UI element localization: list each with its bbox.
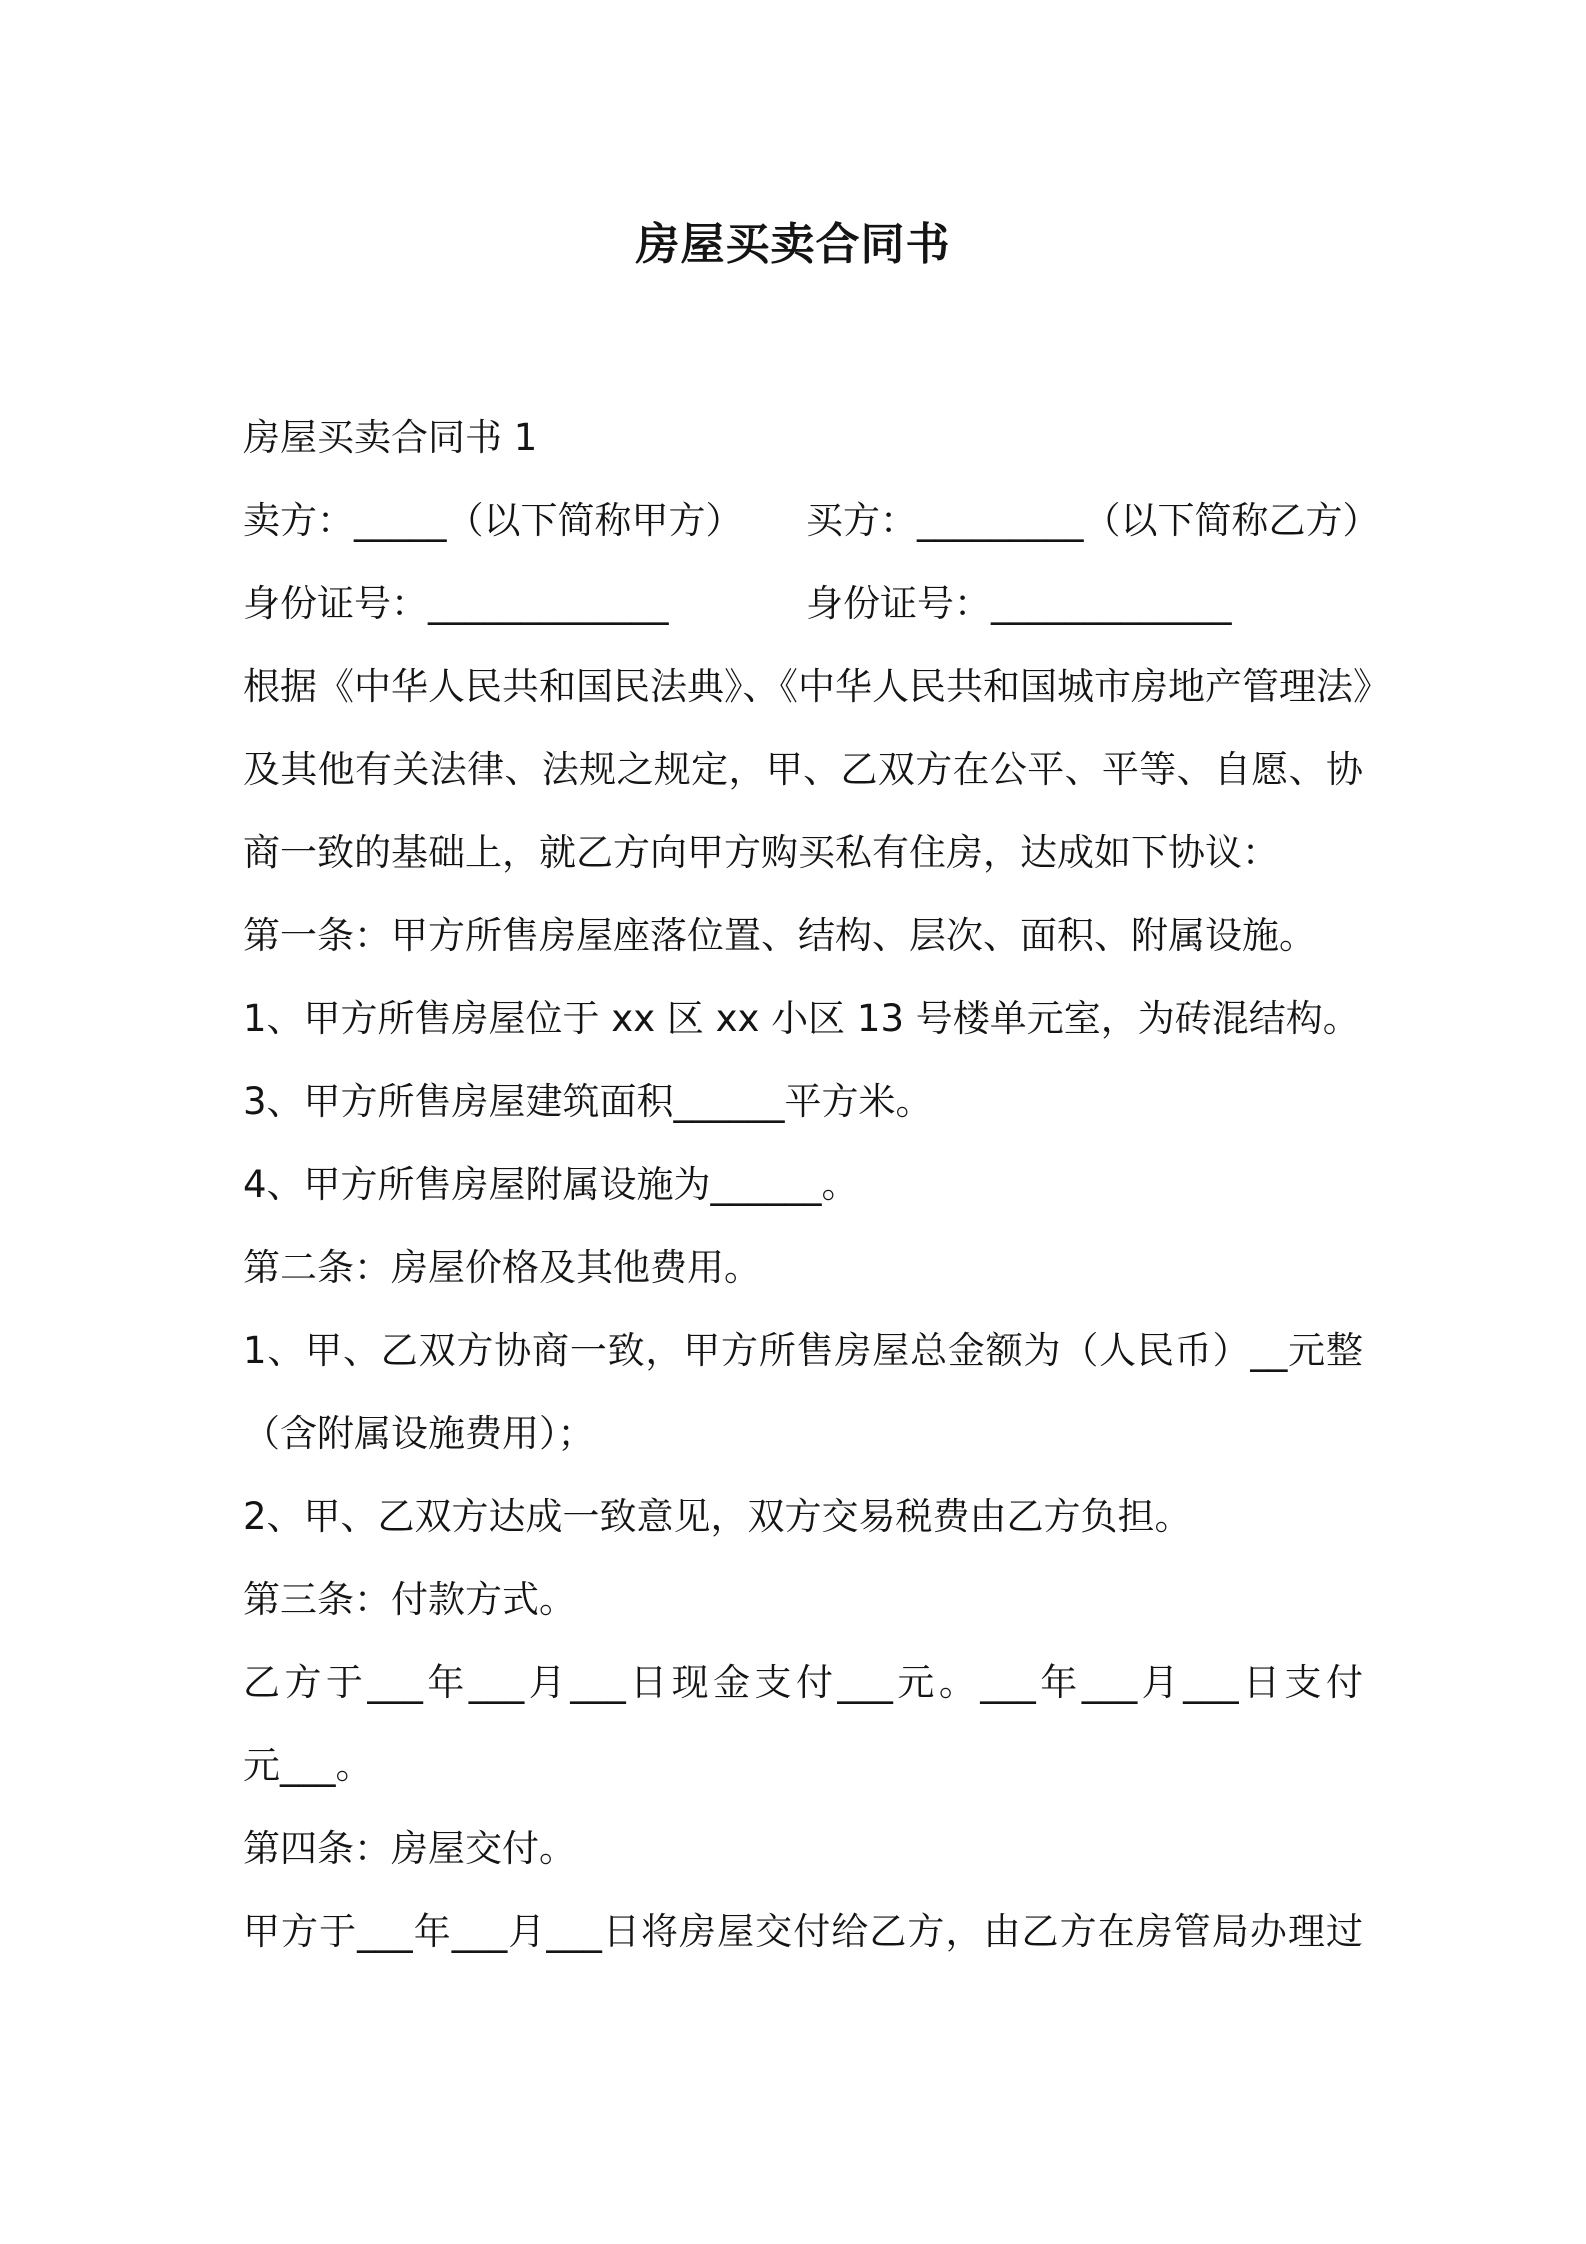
preamble-line-3: 商一致的基础上，就乙方向甲方购买私有住房，达成如下协议：	[243, 831, 1279, 874]
article3-body-line2: 元___。	[243, 1744, 373, 1787]
article3-body-line1: 乙方于___年___月___日现金支付___元。___年___月___日支付	[243, 1661, 1363, 1704]
preamble-line-2: 及其他有关法律、法规之规定，甲、乙双方在公平、平等、自愿、协	[243, 748, 1363, 791]
article3-heading: 第三条：付款方式。	[243, 1578, 576, 1621]
buyer-line: 买方：_________（以下简称乙方）	[806, 499, 1380, 542]
document-title: 房屋买卖合同书	[635, 219, 951, 270]
article1-item4: 4、甲方所售房屋附属设施为______。	[243, 1163, 859, 1206]
article4-body: 甲方于___年___月___日将房屋交付给乙方，由乙方在房管局办理过	[243, 1910, 1363, 1953]
document-subtitle: 房屋买卖合同书 1	[243, 416, 538, 459]
seller-line: 卖方：_____（以下简称甲方）	[243, 499, 743, 542]
article1-item1: 1、甲方所售房屋位于 xx 区 xx 小区 13 号楼单元室，为砖混结构。	[243, 997, 1360, 1040]
article4-heading: 第四条：房屋交付。	[243, 1827, 576, 1870]
article2-item1-line2: （含附属设施费用）；	[243, 1412, 595, 1455]
article1-item3: 3、甲方所售房屋建筑面积______平方米。	[243, 1080, 933, 1123]
seller-id-line: 身份证号：_____________	[243, 582, 669, 625]
article2-item2: 2、甲、乙双方达成一致意见，双方交易税费由乙方负担。	[243, 1495, 1192, 1538]
preamble-line-1: 根据《中华人民共和国民法典》、《中华人民共和国城市房地产管理法》	[243, 665, 1390, 708]
article1-heading: 第一条：甲方所售房屋座落位置、结构、层次、面积、附属设施。	[243, 914, 1316, 957]
article2-item1-line1: 1、甲、乙双方协商一致，甲方所售房屋总金额为（人民币）__元整	[243, 1329, 1363, 1372]
article2-heading: 第二条：房屋价格及其他费用。	[243, 1246, 761, 1289]
buyer-id-line: 身份证号：_____________	[806, 582, 1232, 625]
